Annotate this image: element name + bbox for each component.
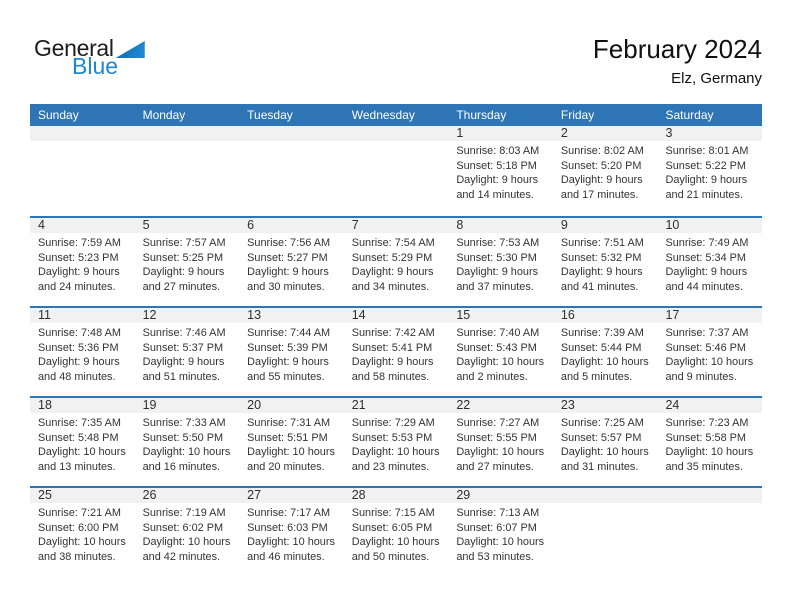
sun-info-line: Sunrise: 7:33 AM bbox=[142, 417, 226, 429]
day-cell bbox=[344, 308, 449, 396]
sun-info-line: and 17 minutes. bbox=[560, 188, 639, 201]
sun-info-line: and 53 minutes. bbox=[456, 550, 534, 563]
day-cell bbox=[553, 218, 658, 306]
day-cell-body bbox=[135, 141, 240, 144]
sun-info-line: Daylight: 10 hours bbox=[560, 446, 649, 459]
day-cell-body bbox=[30, 323, 135, 384]
day-cell bbox=[30, 398, 135, 486]
day-number-strip: 7 bbox=[344, 218, 449, 233]
sun-info-line: Sunrise: 7:37 AM bbox=[665, 327, 749, 339]
sun-info-line: and 16 minutes. bbox=[142, 460, 221, 473]
day-cell-body bbox=[448, 233, 553, 294]
sun-info-line: Daylight: 10 hours bbox=[456, 446, 545, 459]
sun-info-line: Sunrise: 7:21 AM bbox=[38, 507, 121, 519]
sun-info-line: and 23 minutes. bbox=[351, 460, 430, 473]
sun-info-line: and 5 minutes. bbox=[560, 370, 633, 383]
sun-info-line: Sunrise: 7:57 AM bbox=[142, 237, 226, 249]
day-cell-body bbox=[30, 233, 135, 294]
sun-info-line: Daylight: 10 hours bbox=[142, 536, 231, 549]
day-cell-body bbox=[344, 413, 449, 474]
sun-info-line: and 35 minutes. bbox=[665, 460, 743, 473]
day-number-strip: 16 bbox=[553, 308, 658, 323]
sun-info-line: Sunrise: 7:13 AM bbox=[456, 507, 540, 519]
sun-info-line: Sunrise: 7:42 AM bbox=[351, 327, 435, 339]
day-cell-body bbox=[344, 503, 449, 564]
weekday-label-saturday: Saturday bbox=[665, 108, 714, 122]
weekday-label-tuesday: Tuesday bbox=[247, 108, 293, 122]
sun-info-line: Daylight: 9 hours bbox=[560, 266, 643, 279]
day-cell bbox=[448, 308, 553, 396]
location-subtitle: Elz, Germany bbox=[671, 70, 762, 88]
day-cell-body bbox=[135, 233, 240, 294]
sun-info-line: Daylight: 9 hours bbox=[456, 266, 539, 279]
sun-info-line: Sunrise: 7:31 AM bbox=[247, 417, 331, 429]
day-cell bbox=[448, 218, 553, 306]
day-number-strip: 20 bbox=[239, 398, 344, 413]
sun-info-line: Sunrise: 7:53 AM bbox=[456, 237, 540, 249]
sun-info-line: Daylight: 10 hours bbox=[247, 536, 335, 549]
day-cell-body bbox=[657, 323, 762, 384]
empty-day-cell bbox=[553, 488, 658, 576]
day-number-strip: 8 bbox=[448, 218, 553, 233]
day-cell-body bbox=[448, 503, 553, 564]
day-number-strip: 1 bbox=[448, 126, 553, 141]
sun-info-line: Sunset: 5:18 PM bbox=[456, 159, 537, 172]
sun-info-line: Sunset: 5:37 PM bbox=[142, 341, 224, 354]
day-number-strip: 3 bbox=[657, 126, 762, 141]
logo-word-general: General bbox=[34, 35, 114, 61]
day-cell-body bbox=[344, 323, 449, 384]
sun-info-line: Daylight: 10 hours bbox=[142, 446, 231, 459]
day-number-strip: 5 bbox=[135, 218, 240, 233]
sun-info-line: Sunrise: 7:27 AM bbox=[456, 417, 540, 429]
empty-day-cell bbox=[239, 126, 344, 216]
day-cell bbox=[30, 488, 135, 576]
sun-info-line: and 55 minutes. bbox=[247, 370, 325, 383]
sun-info-line: Daylight: 9 hours bbox=[142, 266, 225, 279]
sun-info-line: Sunset: 6:05 PM bbox=[351, 521, 433, 534]
empty-day-cell bbox=[135, 126, 240, 216]
day-cell bbox=[448, 126, 553, 216]
sun-info-line: Sunset: 5:30 PM bbox=[456, 251, 537, 264]
day-cell bbox=[657, 126, 762, 216]
day-cell bbox=[239, 308, 344, 396]
day-cell bbox=[657, 308, 762, 396]
sun-info-line: Sunrise: 8:01 AM bbox=[665, 145, 749, 157]
sun-info-line: Sunrise: 7:46 AM bbox=[142, 327, 226, 339]
day-cell-body bbox=[657, 413, 762, 474]
sun-info-line: and 50 minutes. bbox=[351, 550, 430, 563]
logo-word-blue: Blue bbox=[72, 53, 119, 79]
sun-info-line: Sunset: 5:32 PM bbox=[560, 251, 642, 264]
sun-info-line: Sunset: 5:53 PM bbox=[351, 431, 433, 444]
logo-triangle-icon bbox=[116, 41, 145, 58]
day-number-strip: 14 bbox=[344, 308, 449, 323]
day-cell-body bbox=[657, 233, 762, 294]
day-number-strip: 2 bbox=[553, 126, 658, 141]
sun-info-line: and 46 minutes. bbox=[247, 550, 325, 563]
day-number-strip: 10 bbox=[657, 218, 762, 233]
sun-info-line: Daylight: 10 hours bbox=[665, 446, 754, 459]
day-cell-body bbox=[657, 503, 762, 506]
sun-info-line: Daylight: 10 hours bbox=[351, 446, 440, 459]
sun-info-line: and 51 minutes. bbox=[142, 370, 221, 383]
sun-info-line: Daylight: 10 hours bbox=[456, 356, 545, 369]
sun-info-line: Sunrise: 8:02 AM bbox=[560, 145, 644, 157]
sun-info-line: Daylight: 10 hours bbox=[560, 356, 649, 369]
day-cell-body bbox=[135, 413, 240, 474]
sun-info-line: and 20 minutes. bbox=[247, 460, 325, 473]
sun-info-line: and 13 minutes. bbox=[38, 460, 116, 473]
sun-info-line: Daylight: 10 hours bbox=[247, 446, 335, 459]
day-number-strip bbox=[135, 126, 240, 141]
day-number-strip: 24 bbox=[657, 398, 762, 413]
sun-info-line: Sunrise: 7:29 AM bbox=[351, 417, 435, 429]
day-number-strip: 6 bbox=[239, 218, 344, 233]
day-number-strip: 13 bbox=[239, 308, 344, 323]
day-number-strip: 12 bbox=[135, 308, 240, 323]
weekday-label-thursday: Thursday bbox=[456, 108, 507, 122]
day-cell bbox=[657, 218, 762, 306]
sun-info-line: Sunset: 5:51 PM bbox=[247, 431, 328, 444]
day-cell bbox=[239, 398, 344, 486]
sun-info-line: Sunset: 5:46 PM bbox=[665, 341, 746, 354]
day-cell-body bbox=[239, 323, 344, 384]
sun-info-line: Daylight: 10 hours bbox=[38, 446, 126, 459]
sun-info-line: and 34 minutes. bbox=[351, 280, 430, 293]
sun-info-line: Daylight: 10 hours bbox=[665, 356, 754, 369]
empty-day-cell bbox=[30, 126, 135, 216]
weekday-label-monday: Monday bbox=[142, 108, 186, 122]
week-row bbox=[30, 216, 762, 306]
day-cell-body bbox=[344, 141, 449, 144]
weekday-label-friday: Friday bbox=[560, 108, 595, 122]
sun-info-line: Sunset: 5:23 PM bbox=[38, 251, 119, 264]
sun-info-line: Sunrise: 7:35 AM bbox=[38, 417, 121, 429]
weekday-label-wednesday: Wednesday bbox=[351, 108, 415, 122]
sun-info-line: and 48 minutes. bbox=[38, 370, 116, 383]
day-cell-body bbox=[30, 141, 135, 144]
sun-info-line: Daylight: 9 hours bbox=[247, 266, 329, 279]
title-block bbox=[593, 34, 762, 87]
day-cell-body bbox=[30, 413, 135, 474]
page-title: February 2024 bbox=[592, 34, 762, 64]
sun-info-line: Sunset: 5:50 PM bbox=[142, 431, 224, 444]
day-cell bbox=[553, 398, 658, 486]
sun-info-line: and 27 minutes. bbox=[142, 280, 221, 293]
day-cell bbox=[30, 218, 135, 306]
day-number-strip: 21 bbox=[344, 398, 449, 413]
sun-info-line: Daylight: 9 hours bbox=[351, 356, 434, 369]
day-cell-body bbox=[448, 141, 553, 202]
sun-info-line: Daylight: 10 hours bbox=[38, 536, 126, 549]
day-number-strip: 15 bbox=[448, 308, 553, 323]
day-cell bbox=[239, 218, 344, 306]
sun-info-line: and 41 minutes. bbox=[560, 280, 639, 293]
sun-info-line: Sunrise: 7:17 AM bbox=[247, 507, 331, 519]
sun-info-line: Sunset: 5:20 PM bbox=[560, 159, 642, 172]
sun-info-line: Sunset: 5:29 PM bbox=[351, 251, 433, 264]
day-number-strip bbox=[553, 488, 658, 503]
sun-info-line: Sunrise: 8:03 AM bbox=[456, 145, 540, 157]
sun-info-line: Sunrise: 7:56 AM bbox=[247, 237, 331, 249]
sun-info-line: Sunrise: 7:48 AM bbox=[38, 327, 121, 339]
day-cell-body bbox=[135, 323, 240, 384]
day-cell-body bbox=[553, 141, 658, 202]
sun-info-line: and 27 minutes. bbox=[456, 460, 534, 473]
week-row bbox=[30, 306, 762, 396]
sun-info-line: Sunset: 5:58 PM bbox=[665, 431, 746, 444]
sun-info-line: Sunset: 5:43 PM bbox=[456, 341, 537, 354]
sun-info-line: Sunset: 6:07 PM bbox=[456, 521, 537, 534]
day-number-strip: 4 bbox=[30, 218, 135, 233]
sun-info-line: Sunset: 6:00 PM bbox=[38, 521, 119, 534]
sun-info-line: Sunset: 5:25 PM bbox=[142, 251, 224, 264]
sun-info-line: Sunrise: 7:23 AM bbox=[665, 417, 749, 429]
calendar-table bbox=[30, 104, 762, 576]
week-row bbox=[30, 396, 762, 486]
day-cell bbox=[553, 126, 658, 216]
day-number-strip: 29 bbox=[448, 488, 553, 503]
empty-day-cell bbox=[344, 126, 449, 216]
empty-day-cell bbox=[657, 488, 762, 576]
day-cell-body bbox=[553, 503, 658, 506]
sun-info-line: Sunrise: 7:51 AM bbox=[560, 237, 644, 249]
day-number-strip: 26 bbox=[135, 488, 240, 503]
sun-info-line: Sunset: 5:34 PM bbox=[665, 251, 746, 264]
sun-info-line: and 58 minutes. bbox=[351, 370, 430, 383]
weekday-label-sunday: Sunday bbox=[38, 108, 79, 122]
day-cell bbox=[239, 488, 344, 576]
day-number-strip bbox=[239, 126, 344, 141]
sun-info-line: Sunset: 5:36 PM bbox=[38, 341, 119, 354]
sun-info-line: Daylight: 9 hours bbox=[665, 266, 748, 279]
day-cell-body bbox=[239, 413, 344, 474]
day-number-strip: 22 bbox=[448, 398, 553, 413]
sun-info-line: Sunrise: 7:59 AM bbox=[38, 237, 121, 249]
sun-info-line: and 9 minutes. bbox=[665, 370, 737, 383]
day-cell-body bbox=[553, 233, 658, 294]
sun-info-line: and 14 minutes. bbox=[456, 188, 534, 201]
day-number-strip: 27 bbox=[239, 488, 344, 503]
sun-info-line: Sunrise: 7:40 AM bbox=[456, 327, 540, 339]
day-number-strip: 18 bbox=[30, 398, 135, 413]
day-cell-body bbox=[448, 323, 553, 384]
sun-info-line: Sunset: 5:48 PM bbox=[38, 431, 119, 444]
day-cell-body bbox=[239, 141, 344, 144]
sun-info-line: Sunrise: 7:19 AM bbox=[142, 507, 226, 519]
day-cell-body bbox=[553, 413, 658, 474]
day-number-strip: 23 bbox=[553, 398, 658, 413]
sun-info-line: and 31 minutes. bbox=[560, 460, 639, 473]
sun-info-line: Daylight: 9 hours bbox=[560, 174, 643, 187]
sun-info-line: Sunset: 5:41 PM bbox=[351, 341, 433, 354]
day-number-strip bbox=[657, 488, 762, 503]
day-number-strip: 17 bbox=[657, 308, 762, 323]
sun-info-line: Sunset: 6:02 PM bbox=[142, 521, 224, 534]
sun-info-line: Sunset: 5:22 PM bbox=[665, 159, 746, 172]
day-number-strip: 11 bbox=[30, 308, 135, 323]
sun-info-line: Sunset: 5:27 PM bbox=[247, 251, 328, 264]
day-cell-body bbox=[553, 323, 658, 384]
day-cell bbox=[30, 308, 135, 396]
day-cell bbox=[448, 488, 553, 576]
day-cell-body bbox=[239, 503, 344, 564]
sun-info-line: Sunset: 5:55 PM bbox=[456, 431, 537, 444]
week-row bbox=[30, 126, 762, 216]
day-cell bbox=[135, 308, 240, 396]
day-cell bbox=[657, 398, 762, 486]
day-number-strip: 9 bbox=[553, 218, 658, 233]
sun-info-line: Sunrise: 7:15 AM bbox=[351, 507, 435, 519]
day-cell-body bbox=[344, 233, 449, 294]
day-number-strip: 19 bbox=[135, 398, 240, 413]
sun-info-line: Sunrise: 7:39 AM bbox=[560, 327, 644, 339]
day-cell bbox=[344, 218, 449, 306]
sun-info-line: and 2 minutes. bbox=[456, 370, 528, 383]
sun-info-line: Sunset: 5:44 PM bbox=[560, 341, 642, 354]
sun-info-line: and 44 minutes. bbox=[665, 280, 743, 293]
day-cell-body bbox=[135, 503, 240, 564]
day-cell bbox=[448, 398, 553, 486]
day-cell-body bbox=[30, 503, 135, 564]
sun-info-line: Daylight: 10 hours bbox=[351, 536, 440, 549]
week-row bbox=[30, 486, 762, 576]
sun-info-line: Sunset: 5:57 PM bbox=[560, 431, 642, 444]
day-cell bbox=[344, 398, 449, 486]
sun-info-line: Daylight: 9 hours bbox=[351, 266, 434, 279]
day-cell bbox=[135, 398, 240, 486]
sun-info-line: Sunrise: 7:44 AM bbox=[247, 327, 331, 339]
sun-info-line: Sunset: 5:39 PM bbox=[247, 341, 328, 354]
sun-info-line: Sunrise: 7:25 AM bbox=[560, 417, 644, 429]
sun-info-line: Sunset: 6:03 PM bbox=[247, 521, 328, 534]
sun-info-line: and 37 minutes. bbox=[456, 280, 534, 293]
logo bbox=[34, 37, 145, 78]
sun-info-line: Daylight: 9 hours bbox=[456, 174, 539, 187]
sun-info-line: Daylight: 9 hours bbox=[247, 356, 329, 369]
sun-info-line: Daylight: 9 hours bbox=[38, 356, 120, 369]
day-cell bbox=[135, 218, 240, 306]
sun-info-line: Sunrise: 7:49 AM bbox=[665, 237, 749, 249]
sun-info-line: Daylight: 9 hours bbox=[38, 266, 120, 279]
day-cell-body bbox=[448, 413, 553, 474]
day-cell bbox=[344, 488, 449, 576]
sun-info-line: Daylight: 9 hours bbox=[665, 174, 748, 187]
day-number-strip bbox=[30, 126, 135, 141]
day-number-strip bbox=[344, 126, 449, 141]
day-number-strip: 28 bbox=[344, 488, 449, 503]
sun-info-line: Daylight: 9 hours bbox=[142, 356, 225, 369]
sun-info-line: and 21 minutes. bbox=[665, 188, 743, 201]
sun-info-line: and 30 minutes. bbox=[247, 280, 325, 293]
weekday-header-row bbox=[30, 104, 762, 126]
sun-info-line: and 42 minutes. bbox=[142, 550, 221, 563]
sun-info-line: Sunrise: 7:54 AM bbox=[351, 237, 435, 249]
day-cell bbox=[553, 308, 658, 396]
sun-info-line: and 24 minutes. bbox=[38, 280, 116, 293]
day-cell-body bbox=[239, 233, 344, 294]
day-cell-body bbox=[657, 141, 762, 202]
day-cell bbox=[135, 488, 240, 576]
calendar-weeks bbox=[30, 126, 762, 576]
day-number-strip: 25 bbox=[30, 488, 135, 503]
sun-info-line: and 38 minutes. bbox=[38, 550, 116, 563]
sun-info-line: Daylight: 10 hours bbox=[456, 536, 545, 549]
